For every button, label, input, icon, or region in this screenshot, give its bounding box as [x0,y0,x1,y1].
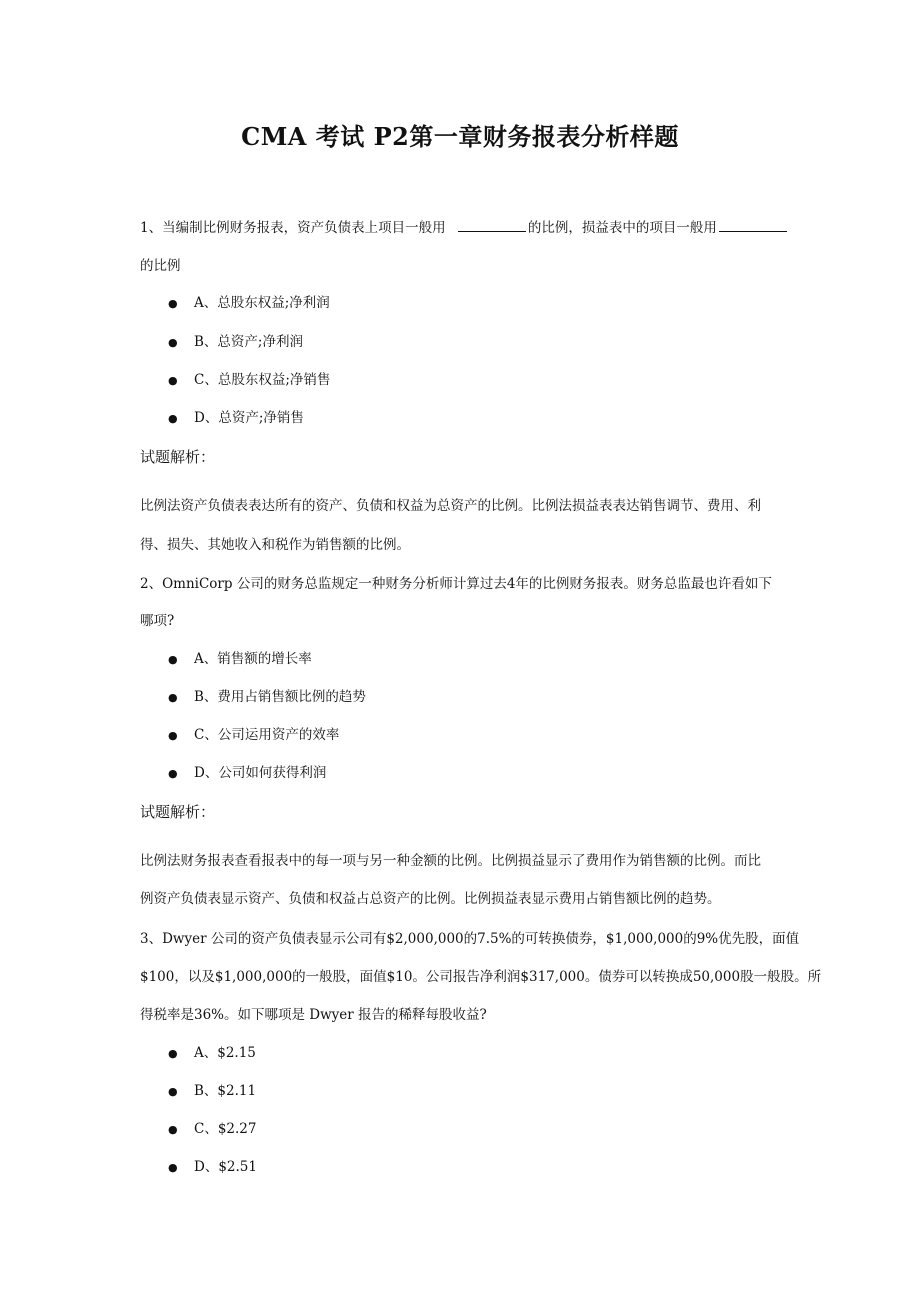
q3-option-a: ● A、$2.15 [168,1045,256,1061]
q1-explanation-line-1: 比例法资产负债表表达所有的资产、负债和权益为总资产的比例。比例法损益表表达销售调节、费用、利 [140,498,761,514]
bullet-icon: ● [168,1123,178,1136]
q2-explanation-line-1: 比例法财务报表查看报表中的每一项与另一种金额的比例。比例损益显示了费用作为销售额的比例。而比 [140,853,761,869]
bullet-icon: ● [168,297,178,310]
bullet-icon: ● [168,336,178,349]
bullet-icon: ● [168,412,178,425]
bullet-icon: ● [168,374,178,387]
q2-explanation-line-2: 例资产负债表显示资产、负债和权益占总资产的比例。比例损益表显示费用占销售额比例的趋势。 [140,891,721,907]
q3-option-d: ● D、$2.51 [168,1159,257,1175]
q3-option-b: ● B、$2.11 [168,1083,257,1099]
q1-option-c: ● C、总股东权益;净销售 [168,372,331,388]
bullet-icon: ● [168,653,178,666]
q2-option-b: ● B、费用占销售额比例的趋势 [168,689,366,705]
q1-explanation-line-2: 得、损失、其她收入和税作为销售额的比例。 [140,537,410,553]
q1-question-line-1 [140,219,790,237]
q1-question-line-2: 的比例 [140,258,181,274]
bullet-icon: ● [168,767,178,780]
q1-middle: 的比例，损益表中的项目一般用 [527,220,717,236]
q1-option-b: ● B、总资产;净利润 [168,334,303,350]
bullet-icon: ● [168,1085,178,1098]
document-title: CMA 考试 P2第一章财务报表分析样题 [241,122,679,151]
q3-question-line-2: $100，以及$1,000,000的一般股，面值$10。公司报告净利润$317,000。债券可以转换成50,000股一般股。所 [140,969,822,985]
q2-analysis-heading: 试题解析： [140,803,216,821]
q2-option-c: ● C、公司运用资产的效率 [168,727,340,743]
q2-question-line-1: 2、OmniCorp 公司的财务总监规定一种财务分析师计算过去4年的比例财务报表。财务总监最也许看如下 [140,576,772,592]
bullet-icon: ● [168,691,178,704]
q2-option-d: ● D、公司如何获得利润 [168,765,327,781]
bullet-icon: ● [168,729,178,742]
q3-question-line-3: 得税率是36%。如下哪项是 Dwyer 报告的稀释每股收益? [140,1007,487,1023]
q3-option-c: ● C、$2.27 [168,1121,257,1137]
q1-blank-2 [719,219,787,232]
q1-prefix: 1、当编制比例财务报表，资产负债表上项目一般用 [140,220,446,236]
q2-option-a: ● A、销售额的增长率 [168,651,312,667]
q1-option-d: ● D、总资产;净销售 [168,410,304,426]
q1-analysis-heading: 试题解析： [140,448,216,466]
q3-question-line-1: 3、Dwyer 公司的资产负债表显示公司有$2,000,000的7.5%的可转换债券，$1,000,000的9%优先股，面值 [140,931,800,947]
q1-blank-1 [458,219,526,232]
q2-question-line-2: 哪项? [140,613,175,629]
q1-option-a: ● A、总股东权益;净利润 [168,295,330,311]
bullet-icon: ● [168,1161,178,1174]
bullet-icon: ● [168,1047,178,1060]
